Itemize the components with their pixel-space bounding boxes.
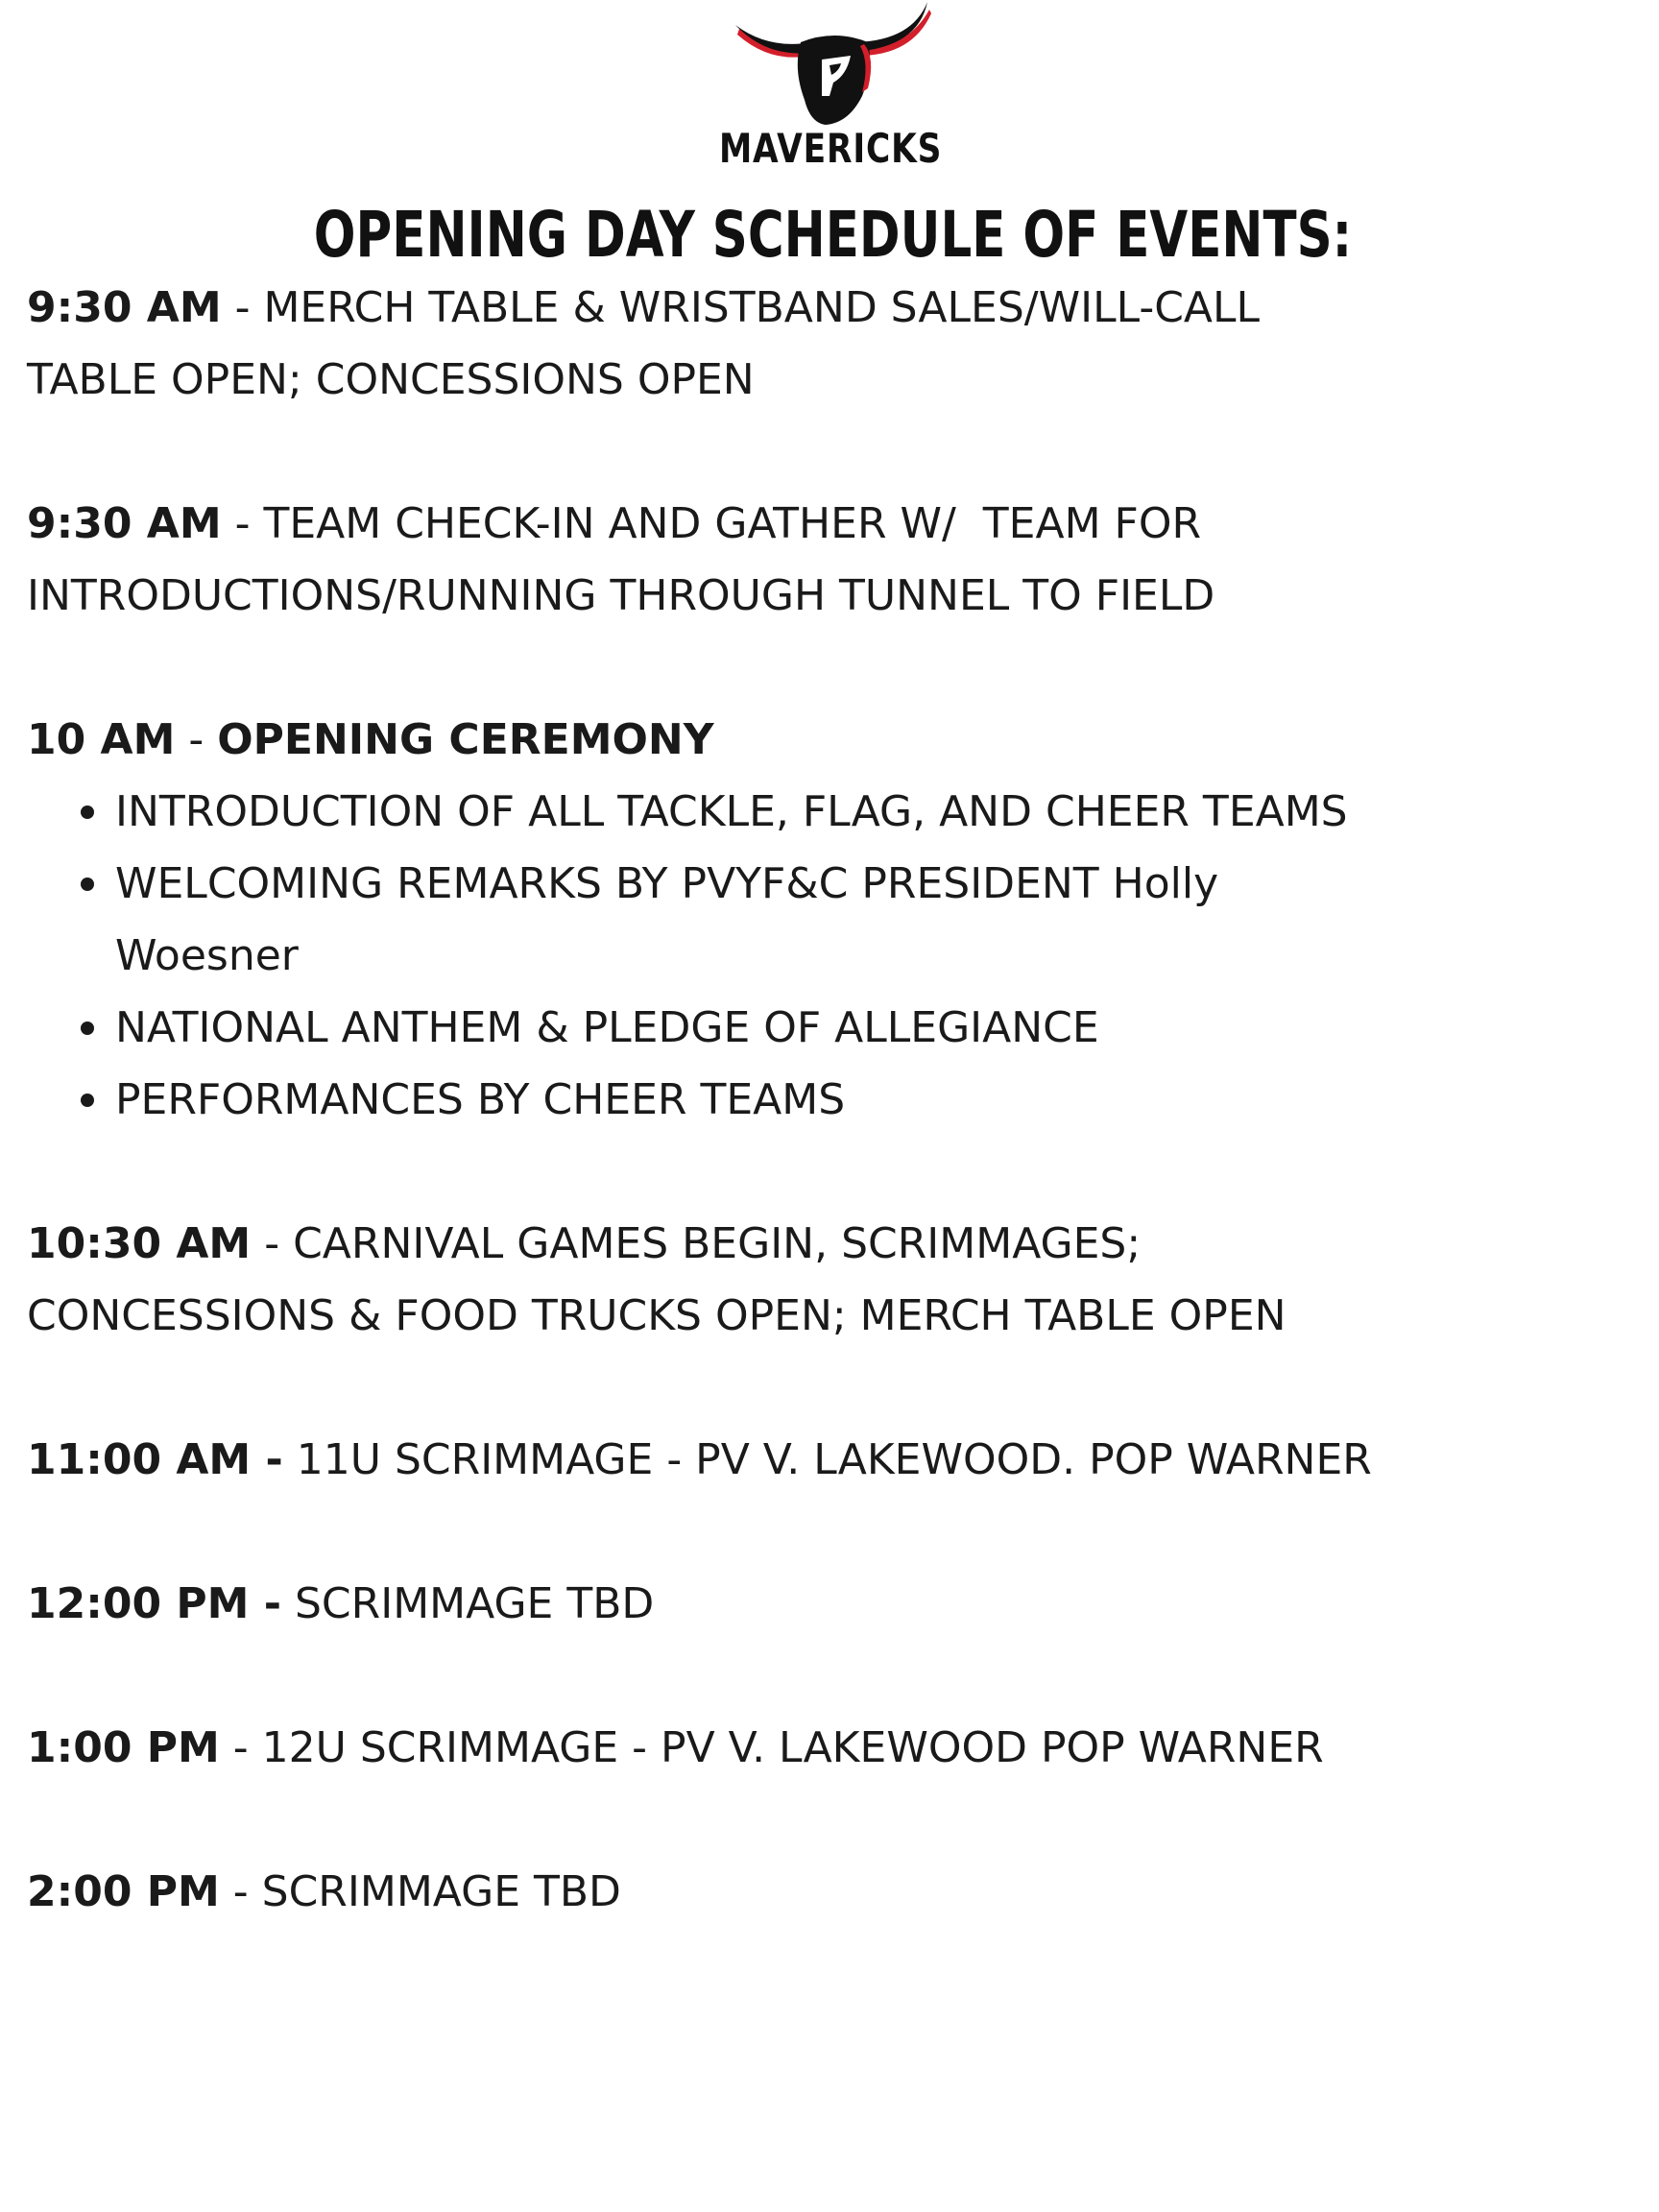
event-item [27,704,1640,1136]
event-separator [283,1435,297,1484]
event-separator [281,1579,295,1628]
event-description: SCRIMMAGE TBD [261,1867,621,1916]
event-description: CARNIVAL GAMES BEGIN, SCRIMMAGES; [293,1219,1142,1268]
event-time: 2:00 PM [27,1867,220,1916]
event-item [27,1208,1640,1352]
list-item-text: WELCOMING REMARKS BY PVYF&C PRESIDENT Holly [115,859,1219,908]
event-description-continued: TABLE OPEN; CONCESSIONS OPEN [27,355,755,404]
event-item [27,1424,1640,1496]
event-item [27,1568,1640,1640]
list-item: PERFORMANCES BY CHEER TEAMS [27,1064,1640,1136]
event-description: TEAM CHECK-IN AND GATHER W/ TEAM FOR [263,499,1202,548]
event-description: SCRIMMAGE TBD [295,1579,655,1628]
event-item [27,1712,1640,1784]
event-description-continued: CONCESSIONS & FOOD TRUCKS OPEN; MERCH TABLE OPEN [27,1291,1286,1340]
event-item [27,488,1640,632]
schedule-list [27,272,1640,2000]
event-time: 10:30 AM [27,1219,252,1268]
brand-name: MAVERICKS [718,125,943,172]
event-separator: - [221,283,264,332]
list-item [27,848,1640,992]
event-time: 10 AM [27,715,176,764]
event-item [27,1856,1640,1928]
list-item-text-continued: Woesner [115,931,299,980]
event-description-continued: INTRODUCTIONS/RUNNING THROUGH TUNNEL TO FIELD [27,571,1215,620]
event-time: 11:00 AM - [27,1435,283,1484]
event-time: 1:00 PM [27,1723,220,1772]
event-description: MERCH TABLE & WRISTBAND SALES/WILL-CALL [263,283,1261,332]
event-description: 11U SCRIMMAGE - PV V. LAKEWOOD. POP WARNER [296,1435,1372,1484]
event-separator: - [251,1219,294,1268]
event-time: 12:00 PM - [27,1579,281,1628]
event-separator: - [219,1723,262,1772]
event-heading: OPENING CEREMONY [217,715,714,764]
event-separator: - [219,1867,262,1916]
event-time: 9:30 AM [27,499,222,548]
event-separator: - [221,499,264,548]
list-item: NATIONAL ANTHEM & PLEDGE OF ALLEGIANCE [27,992,1640,1064]
list-item: INTRODUCTION OF ALL TACKLE, FLAG, AND CHEER TEAMS [27,776,1640,848]
event-separator: - [175,715,218,764]
page-title: OPENING DAY SCHEDULE OF EVENTS: [313,198,1353,272]
event-item [27,272,1640,416]
event-description: 12U SCRIMMAGE - PV V. LAKEWOOD POP WARNER [261,1723,1324,1772]
event-time: 9:30 AM [27,283,222,332]
ceremony-items [27,776,1640,1136]
